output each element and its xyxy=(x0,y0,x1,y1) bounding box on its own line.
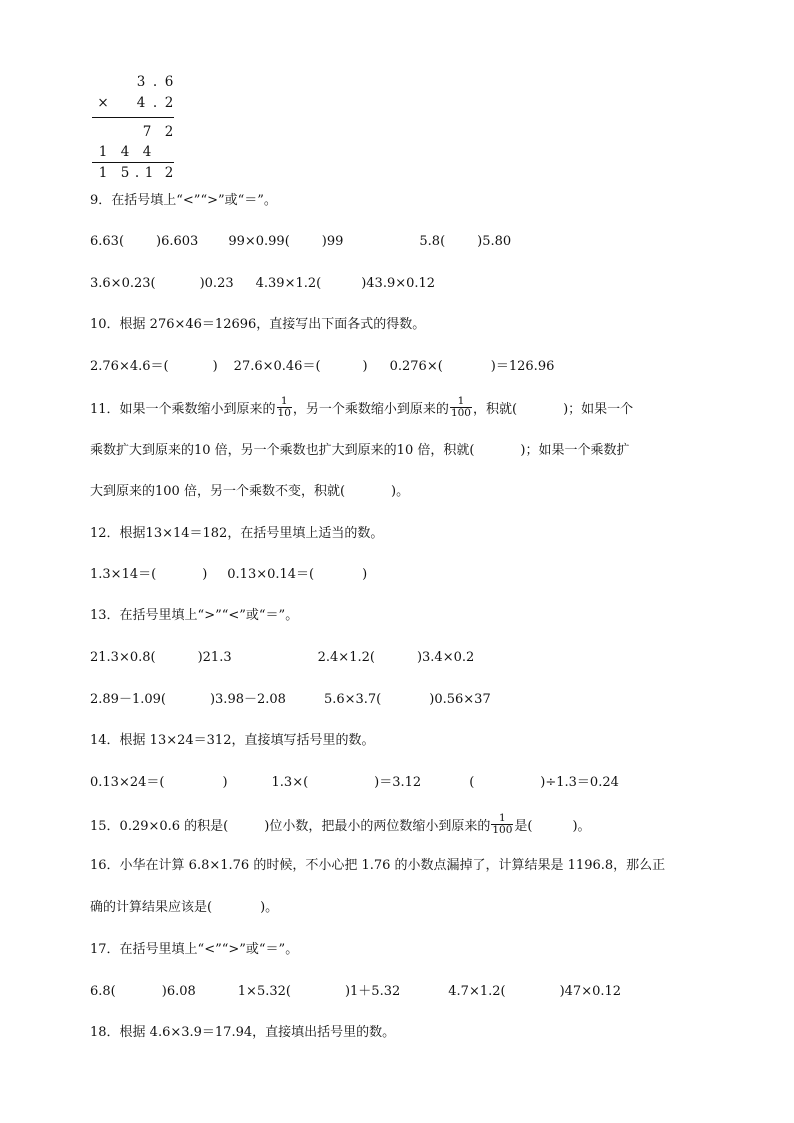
digit: 4 xyxy=(142,144,152,160)
fraction-numerator: 1 xyxy=(491,813,513,825)
fraction-denominator: 100 xyxy=(450,407,471,419)
q11-line-2 xyxy=(90,441,630,461)
fraction xyxy=(277,396,292,419)
q9-item-5-right: )43.9×0.12 xyxy=(361,276,436,291)
q15-text-2: )位小数，把最小的两位数缩小到原来的 xyxy=(264,819,491,834)
q11-text-8: )。 xyxy=(391,484,410,499)
q11-line-3 xyxy=(90,482,409,502)
q17-line-1 xyxy=(90,982,621,1002)
q9-item-1-right: )6.603 xyxy=(156,234,199,249)
partial-product-2 xyxy=(90,144,176,164)
q14-item-1-left: 0.13×24＝( xyxy=(90,775,165,790)
digit: 5 xyxy=(120,165,130,181)
fraction-denominator: 10 xyxy=(277,407,291,419)
q12-item-2-left: 0.13×0.14＝( xyxy=(227,567,315,582)
q13-item-1-left: 21.3×0.8( xyxy=(90,650,156,665)
fraction xyxy=(491,813,513,836)
q10-item-1-right: ) xyxy=(212,359,218,374)
calc-rule-2 xyxy=(92,162,174,163)
q17-item-1-left: 6.8( xyxy=(90,984,116,999)
q10-item-2-left: 27.6×0.46＝( xyxy=(233,359,321,374)
q11-text-7: 大到原来的100 倍，另一个乘数不变，积就( xyxy=(90,484,346,499)
fraction-numerator: 1 xyxy=(450,396,472,408)
q9-item-1-left: 6.63( xyxy=(90,234,125,249)
q16-text-3: )。 xyxy=(260,900,279,915)
q14-item-1-right: ) xyxy=(222,775,228,790)
q18-title: 18．根据 4.6×3.9＝17.94，直接填出括号里的数。 xyxy=(90,1025,396,1040)
q16-line-1: 16．小华在计算 6.8×1.76 的时候，不小心把 1.76 的小数点漏掉了，计算结果是 1196.8，那么正 xyxy=(90,858,666,873)
final-product-row xyxy=(90,165,176,185)
q9-item-2-right: )99 xyxy=(321,234,344,249)
q10-title: 10．根据 276×46＝12696，直接写出下面各式的得数。 xyxy=(90,317,426,332)
fraction-numerator: 1 xyxy=(277,396,292,408)
multiplier-row xyxy=(90,95,176,115)
digit: 2 xyxy=(164,165,174,181)
q12-item-1-right: ) xyxy=(202,567,208,582)
q15-line-1 xyxy=(90,812,591,838)
q9-item-3-right: )5.80 xyxy=(477,234,512,249)
q13-item-4-left: 5.6×3.7( xyxy=(323,692,382,707)
q14-item-2-right: )＝3.12 xyxy=(374,775,422,790)
q10-item-3-left: 0.276×( xyxy=(389,359,443,374)
q16-text-2: 确的计算结果应该是( xyxy=(90,900,213,915)
digit: 1 xyxy=(98,165,108,181)
q17-item-3-left: 4.7×1.2( xyxy=(448,984,506,999)
digit: 2 xyxy=(164,95,174,111)
q16-line-2 xyxy=(90,898,278,918)
times-sign: × xyxy=(97,95,109,111)
q10-item-2-right: ) xyxy=(362,359,368,374)
q9-line-2 xyxy=(90,274,435,294)
digit: 4 xyxy=(120,144,130,160)
q14-line-1 xyxy=(90,773,619,793)
decimal-point: . xyxy=(152,95,158,111)
q13-item-2-left: 2.4×1.2( xyxy=(317,650,375,665)
calc-rule-1 xyxy=(92,117,174,118)
q9-item-5-left: 4.39×1.2( xyxy=(255,276,322,291)
fraction-denominator: 100 xyxy=(492,824,513,836)
q13-title: 13．在括号里填上“>”“<”或“＝”。 xyxy=(90,608,299,623)
q13-line-2 xyxy=(90,690,491,710)
q17-item-2-left: 1×5.32( xyxy=(237,984,291,999)
q14-item-3-left: ( xyxy=(469,775,475,790)
q13-item-2-right: )3.4×0.2 xyxy=(416,650,475,665)
multiplicand-row xyxy=(90,74,176,94)
fraction xyxy=(450,396,472,419)
digit: 1 xyxy=(98,144,108,160)
q11-text-3: ，积就( xyxy=(472,402,518,417)
digit: 7 xyxy=(142,124,152,140)
digit: 2 xyxy=(164,124,174,140)
q12-item-2-right: ) xyxy=(362,567,368,582)
q14-title: 14．根据 13×24＝312，直接填写括号里的数。 xyxy=(90,733,375,748)
q15-text-4: )。 xyxy=(572,819,591,834)
partial-product-1 xyxy=(90,124,176,144)
decimal-point: . xyxy=(152,74,158,90)
q15-text-1: 15．0.29×0.6 的积是( xyxy=(90,819,229,834)
q14-item-2-left: 1.3×( xyxy=(271,775,309,790)
digit: 3 xyxy=(136,74,146,90)
q9-item-4-right: )0.23 xyxy=(199,276,234,291)
q17-item-2-right: )1＋5.32 xyxy=(344,984,401,999)
q17-title: 17．在括号里填上“<”“>”或“＝”。 xyxy=(90,942,299,957)
q11-text-4: )；如果一个 xyxy=(563,402,634,417)
q17-item-3-right: )47×0.12 xyxy=(559,984,622,999)
q11-text-2: ，另一个乘数缩小到原来的 xyxy=(292,402,449,417)
q11-text-5: 乘数扩大到原来的10 倍，另一个乘数也扩大到原来的10 倍，积就( xyxy=(90,443,475,458)
q10-line-1 xyxy=(90,357,554,377)
digit: 6 xyxy=(164,74,174,90)
digit: 4 xyxy=(136,95,146,111)
q13-item-4-right: )0.56×37 xyxy=(429,692,491,707)
q13-line-1 xyxy=(90,648,474,668)
q10-item-3-right: )＝126.96 xyxy=(490,359,555,374)
q13-item-3-left: 2.89－1.09( xyxy=(90,692,166,707)
q12-title: 12．根据13×14＝182，在括号里填上适当的数。 xyxy=(90,526,384,541)
q12-item-1-left: 1.3×14＝( xyxy=(90,567,157,582)
q11-text-6: )；如果一个乘数扩 xyxy=(520,443,630,458)
q13-item-1-right: )21.3 xyxy=(197,650,232,665)
q11-line-1 xyxy=(90,395,634,421)
q9-title: 9．在括号填上“<”“>”或“＝”。 xyxy=(90,193,277,208)
q14-item-3-right: )÷1.3＝0.24 xyxy=(540,775,619,790)
q9-item-2-left: 99×0.99( xyxy=(228,234,290,249)
decimal-point: . xyxy=(134,165,140,181)
q11-text-1: 11．如果一个乘数缩小到原来的 xyxy=(90,402,276,417)
q9-line-1 xyxy=(90,232,511,252)
q9-item-3-left: 5.8( xyxy=(419,234,446,249)
digit: 1 xyxy=(144,165,154,181)
q13-item-3-right: )3.98－2.08 xyxy=(209,692,286,707)
q15-text-3: 是( xyxy=(514,819,533,834)
q12-line-1 xyxy=(90,565,367,585)
q9-item-4-left: 3.6×0.23( xyxy=(90,276,156,291)
q17-item-1-right: )6.08 xyxy=(161,984,196,999)
q10-item-1-left: 2.76×4.6＝( xyxy=(90,359,169,374)
